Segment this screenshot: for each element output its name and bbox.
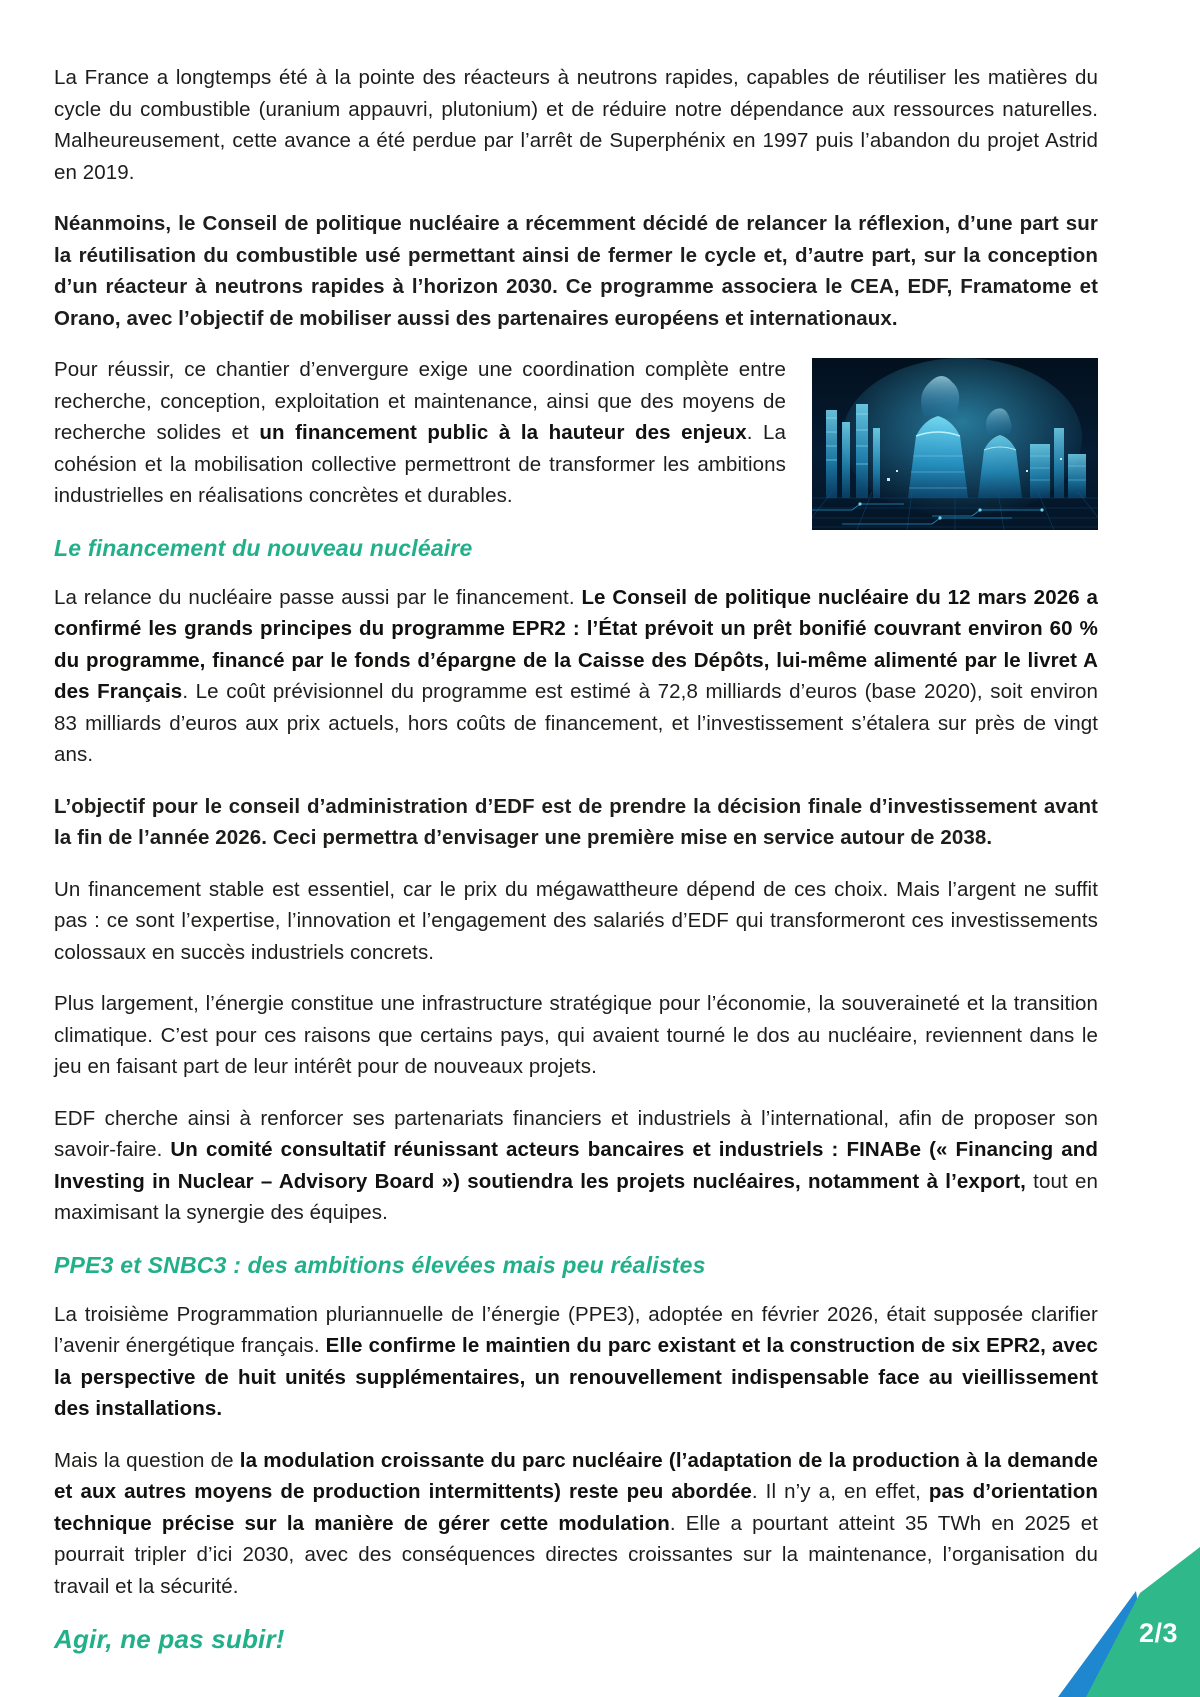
paragraph-8-part-a: EDF cherche ainsi à renforcer ses partenariats financiers et industriels à l’international, afin de proposer son savoir-faire.	[54, 1106, 1098, 1161]
paragraph-10-part-c: . Il n’y a, en effet,	[751, 1480, 929, 1503]
page-number-badge: 2/3	[1138, 1618, 1178, 1648]
paragraph-4-part-c: . Le coût prévisionnel du programme est estimé à 72,8 milliards d’euros (base 2020), soit environ 83 milliards d’euros aux prix actuels, hors coûts de financement, et l’investissement s’étalera sur près de vingt ans.	[54, 680, 1099, 766]
paragraph-6: Un financement stable est essentiel, car le prix du mégawattheure dépend de ces choix. Mais l’argent ne suffit pas : ce sont l’expertise, l’innovation et l’engagement des salariés d’EDF qui transformeront ces investissements colossaux en succès industriels concrets.	[54, 877, 1098, 964]
paragraph-9-part-a: La troisième Programmation pluriannuelle de l’énergie (PPE3), adoptée en février 2026, était supposée clarifier l’avenir énergétique français.	[54, 1302, 1098, 1357]
paragraph-10-part-a: Mais la question de	[54, 1448, 240, 1472]
paragraph-2: Néanmoins, le Conseil de politique nucléaire a récemment décidé de relancer la réflexion, d’une part sur la réutilisation du combustible usé permettant ainsi de fermer le cycle et, d’autre part, sur la conception d’un réacteur à neutrons rapides à l’horizon 2030. Ce programme associera le CEA, EDF, Framatome et Orano, avec l’objectif de mobiliser aussi des partenaires européens et internationaux.	[54, 212, 1098, 330]
paragraph-10-emphasis-2: pas d’orientation technique précise sur la manière de gérer cette modulation	[54, 1480, 1099, 1535]
paragraph-9	[54, 1299, 1098, 1425]
paragraph-3-emphasis: un financement public à la hauteur des enjeux	[259, 421, 747, 444]
paragraph-8-emphasis: Un comité consultatif réunissant acteurs bancaires et industriels : FINABe (« Financing and Investing in Nuclear – Advisory Board ») soutiendra les projets nucléaires, notamment à l’export,	[54, 1138, 1098, 1193]
paragraph-8	[54, 1103, 1098, 1229]
page-content	[54, 62, 1098, 1622]
paragraph-10-emphasis-1: la modulation croissante du parc nucléaire (l’adaptation de la production à la demande et aux autres moyens de production intermittents) reste peu abordée	[54, 1448, 1099, 1503]
paragraph-3-part-c: . La cohésion et la mobilisation collective permettront de transformer les ambitions industrielles en réalisations concrètes et durables.	[54, 421, 786, 507]
paragraph-7: Plus largement, l’énergie constitue une infrastructure stratégique pour l’économie, la souveraineté et la transition climatique. C’est pour ces raisons que certains pays, qui avaient tourné le dos au nucléaire, reviennent dans le jeu en faisant part de leur intérêt pour de nouveaux projets.	[54, 992, 1098, 1078]
page-footer	[0, 1547, 1200, 1697]
section-heading-financement: Le financement du nouveau nucléaire	[54, 534, 473, 561]
paragraph-9-emphasis: Elle confirme le maintien du parc existant et la construction de six EPR2, avec la perspective de huit unités supplémentaires, un renouvellement indispensable face au vieillissement des installations.	[54, 1334, 1098, 1420]
paragraph-1: La France a longtemps été à la pointe des réacteurs à neutrons rapides, capables de réutiliser les matières du cycle du combustible (uranium appauvri, plutonium) et de réduire notre dépendance aux ressources naturelles. Malheureusement, cette avance a été perdue par l’arrêt de Superphénix en 1997 puis l’abandon du projet Astrid en 2019.	[54, 66, 1098, 184]
paragraph-8-part-c: tout en maximisant la synergie des équipes.	[54, 1169, 1099, 1224]
paragraph-4-part-a: La relance du nucléaire passe aussi par le financement.	[54, 585, 582, 609]
section-heading-ppe3-snbc3: PPE3 et SNBC3 : des ambitions élevées mais peu réalistes	[54, 1251, 706, 1278]
paragraph-4	[54, 582, 1098, 771]
footer-slogan: Agir, ne pas subir!	[54, 1624, 285, 1654]
paragraph-4-emphasis: Le Conseil de politique nucléaire du 12 mars 2026 a confirmé les grands principes du programme EPR2 : l’État prévoit un prêt bonifié couvrant environ 60 % du programme, financé par le fonds d’épargne de la Caisse des Dépôts, lui-même alimenté par le livret A des Français	[54, 585, 1098, 703]
nuclear-plant-illustration	[812, 358, 1098, 530]
paragraph-10-part-e: . Elle a pourtant atteint 35 TWh en 2025 et pourrait tripler d’ici 2030, avec des conséquences directes croissantes sur la maintenance, l’organisation du travail et la sécurité.	[54, 1511, 1098, 1598]
paragraph-3-part-a: Pour réussir, ce chantier d’envergure exige une coordination complète entre recherche, conception, exploitation et maintenance, ainsi que des moyens de recherche solides et	[54, 358, 786, 444]
paragraph-5: L’objectif pour le conseil d’administration d’EDF est de prendre la décision finale d’investissement avant la fin de l’année 2026. Ceci permettra d’envisager une première mise en service autour de 2038.	[54, 794, 1098, 849]
